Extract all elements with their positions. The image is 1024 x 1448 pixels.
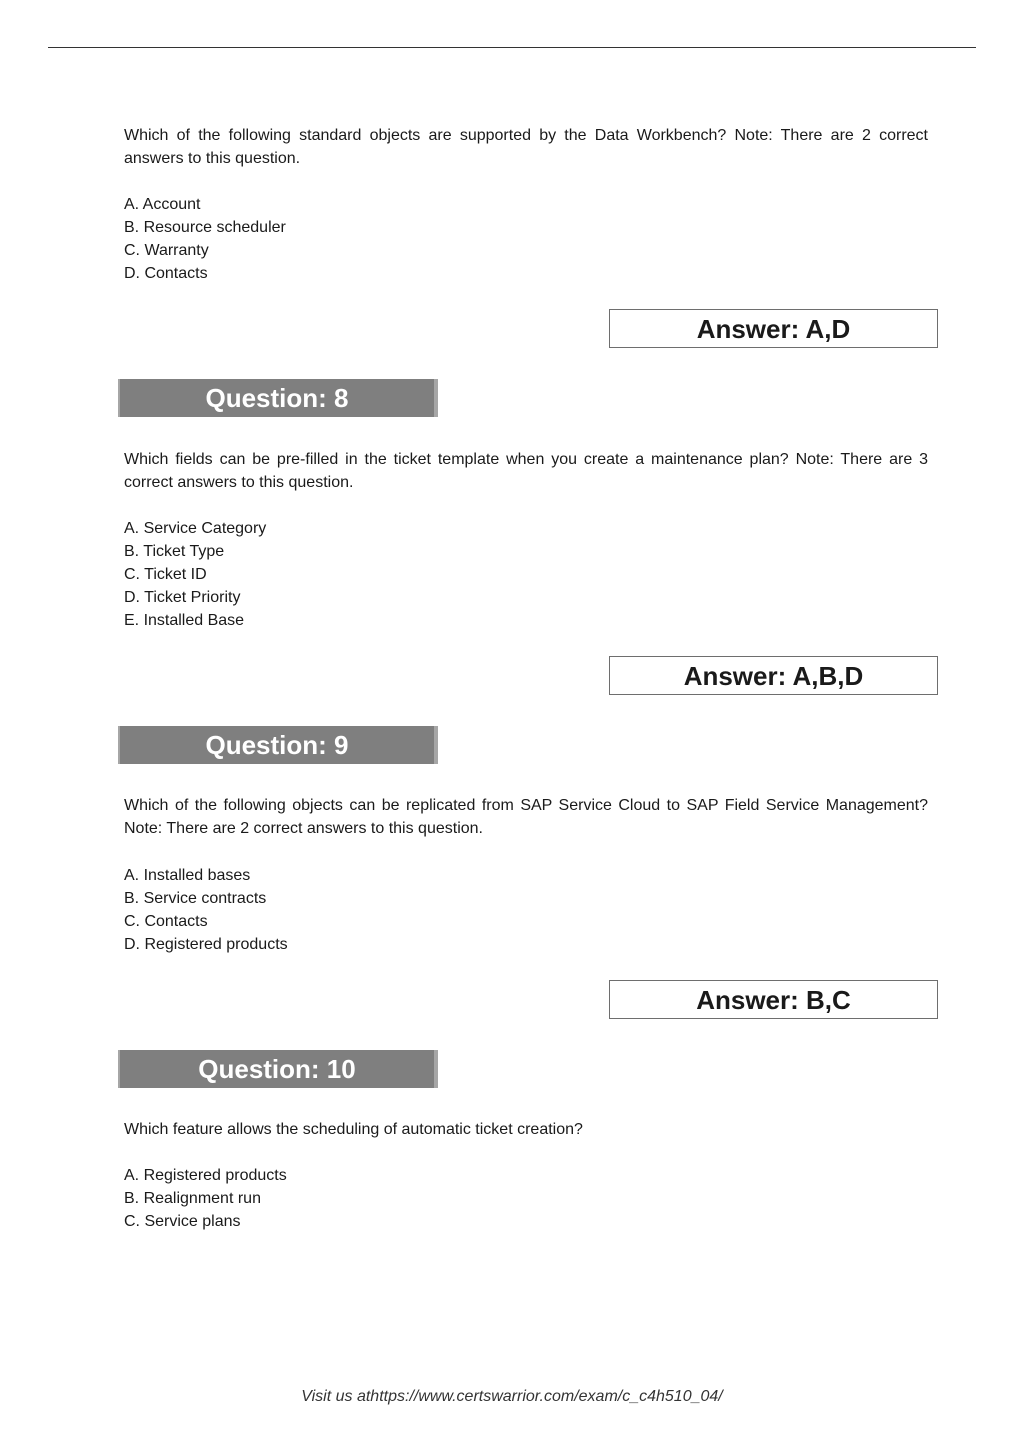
option: C. Contacts [124,913,208,930]
option: D. Registered products [124,936,288,953]
question-7-answer: Answer: A,D [609,309,938,348]
header-rule [48,47,976,48]
option: D. Ticket Priority [124,589,241,606]
question-10-header: Question: 10 [118,1050,438,1088]
option: D. Contacts [124,265,208,282]
question-7-options [124,193,286,285]
option: B. Service contracts [124,890,267,907]
question-8-text: Which fields can be pre-filled in the ticket template when you create a maintenance plan? Note: There are 3 correct answers to this question. [124,451,928,491]
question-8-options [124,517,266,632]
question-9-text: Which of the following objects can be replicated from SAP Service Cloud to SAP Field Service Management? Note: There are 2 correct answers to this question. [124,797,928,837]
option: B. Resource scheduler [124,219,286,236]
option: B. Ticket Type [124,543,225,560]
question-8-header: Question: 8 [118,379,438,417]
option: A. Service Category [124,520,267,537]
option: A. Account [124,196,201,213]
option: E. Installed Base [124,612,245,629]
question-9-options [124,864,288,956]
question-10-text: Which feature allows the scheduling of automatic ticket creation? [124,1121,583,1138]
option: C. Warranty [124,242,209,259]
option: B. Realignment run [124,1190,261,1207]
question-8-answer: Answer: A,B,D [609,656,938,695]
option: A. Installed bases [124,867,251,884]
question-10-options [124,1164,287,1233]
option: A. Registered products [124,1167,287,1184]
option: C. Service plans [124,1213,241,1230]
question-9-answer: Answer: B,C [609,980,938,1019]
question-9-header: Question: 9 [118,726,438,764]
option: C. Ticket ID [124,566,207,583]
footer-link[interactable]: Visit us athttps://www.certswarrior.com/exam/c_c4h510_04/ [301,1388,723,1405]
question-7-text: Which of the following standard objects are supported by the Data Workbench? Note: There are 2 correct answers to this question. [124,127,928,167]
